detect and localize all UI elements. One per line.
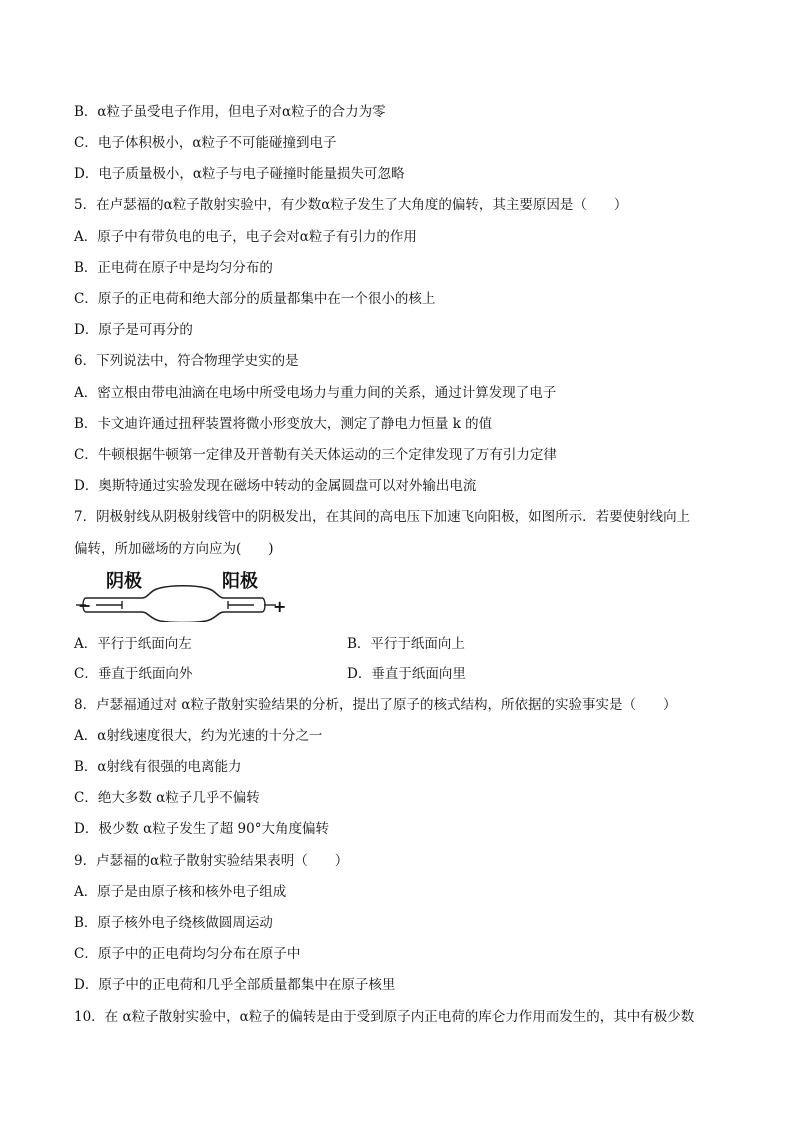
question-9: 9．卢瑟福的α粒子散射实验结果表明（ ） xyxy=(74,853,349,869)
q4-option-c: C．电子体积极小，α粒子不可能碰撞到电子 xyxy=(74,135,337,151)
q5-option-c: C．原子的正电荷和绝大部分的质量都集中在一个很小的核上 xyxy=(74,291,436,307)
q9-option-d: D．原子中的正电荷和几乎全部质量都集中在原子核里 xyxy=(74,977,396,993)
q4-option-d: D．电子质量极小，α粒子与电子碰撞时能量损失可忽略 xyxy=(74,166,405,182)
q9-option-c: C．原子中的正电荷均匀分布在原子中 xyxy=(74,946,301,962)
q8-option-d: D．极少数 α粒子发生了超 90°大角度偏转 xyxy=(74,821,329,837)
question-7-line-2: 偏转，所加磁场的方向应为( ) xyxy=(74,541,274,557)
q5-option-a: A．原子中有带负电的电子，电子会对α粒子有引力的作用 xyxy=(74,229,417,245)
q7-option-d: D．垂直于纸面向里 xyxy=(347,666,466,682)
q6-option-a: A．密立根由带电油滴在电场中所受电场力与重力间的关系，通过计算发现了电子 xyxy=(74,385,557,401)
question-7-line-1: 7．阴极射线从阴极射线管中的阴极发出，在其间的高电压下加速飞向阳极，如图所示．若要使射线向上 xyxy=(74,509,691,525)
q9-option-b: B．原子核外电子绕核做圆周运动 xyxy=(74,915,273,931)
plus-terminal: + xyxy=(273,597,287,616)
q6-option-b: B．卡文迪许通过扭秤装置将微小形变放大，测定了静电力恒量 k 的值 xyxy=(74,416,493,432)
cathode-label: 阴极 xyxy=(106,571,142,592)
q7-option-a: A．平行于纸面向左 xyxy=(74,636,192,652)
q9-option-a: A．原子是由原子核和核外电子组成 xyxy=(74,884,287,900)
q8-option-c: C．绝大多数 α粒子几乎不偏转 xyxy=(74,790,260,806)
q6-option-c: C．牛顿根据牛顿第一定律及开普勒有关天体运动的三个定律发现了万有引力定律 xyxy=(74,447,557,463)
question-5: 5．在卢瑟福的α粒子散射实验中，有少数α粒子发生了大角度的偏转，其主要原因是（ ） xyxy=(74,197,628,213)
q6-option-d: D．奥斯特通过实验发现在磁场中转动的金属圆盘可以对外输出电流 xyxy=(74,478,477,494)
q5-option-b: B．正电荷在原子中是均匀分布的 xyxy=(74,260,273,276)
cathode-ray-tube-diagram xyxy=(76,566,290,622)
tube-outline xyxy=(86,586,262,598)
q7-option-c: C．垂直于纸面向外 xyxy=(74,666,193,682)
question-8: 8．卢瑟福通过对 α粒子散射实验结果的分析，提出了原子的核式结构，所依据的实验事实是（ ） xyxy=(74,697,677,713)
question-6: 6．下列说法中，符合物理学史实的是 xyxy=(74,353,299,369)
q8-option-a: A．α射线速度很大，约为光速的十分之一 xyxy=(74,728,323,744)
q8-option-b: B．α射线有很强的电离能力 xyxy=(74,759,242,775)
q5-option-d: D．原子是可再分的 xyxy=(74,322,193,338)
q7-option-b: B．平行于纸面向上 xyxy=(347,636,465,652)
minus-terminal: − xyxy=(78,596,92,615)
question-10: 10．在 α粒子散射实验中，α粒子的偏转是由于受到原子内正电荷的库仑力作用而发生的，其中有极少数 xyxy=(74,1009,695,1025)
tube-outline-lower xyxy=(86,612,262,622)
q4-option-b: B．α粒子虽受电子作用，但电子对α粒子的合力为零 xyxy=(74,104,386,120)
anode-label: 阳极 xyxy=(222,571,258,592)
